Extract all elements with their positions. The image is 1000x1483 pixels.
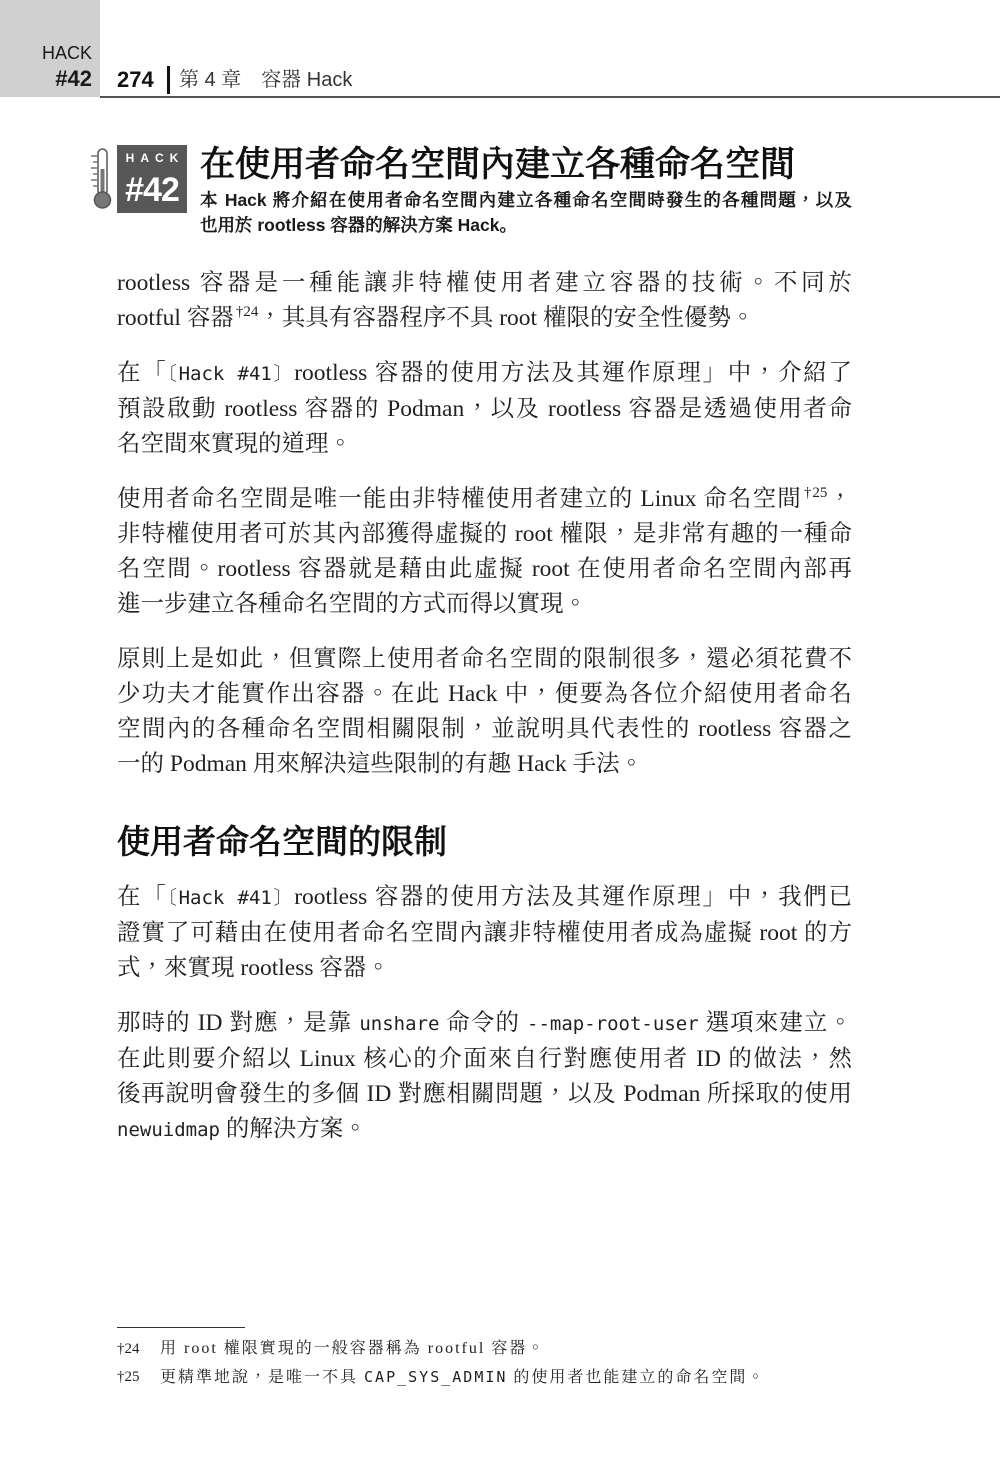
text-run: 少功夫才能實作出容器。在此 Hack 中，便要為各位介紹使用者命名 <box>117 680 852 707</box>
text-run: 預設啟動 rootless 容器的 Podman，以及 rootless 容器是透過使用者命 <box>117 395 852 422</box>
paragraph-line <box>117 916 852 951</box>
text-run: 在「 <box>117 359 168 386</box>
paragraph <box>117 880 852 986</box>
paragraph-line <box>117 482 852 517</box>
footnote-mark: †25 <box>117 1369 140 1385</box>
text-run: 名空間來實現的道理。 <box>117 430 352 457</box>
header-separator <box>167 66 170 94</box>
text-run: 證實了可藉由在使用者命名空間內讓非特權使用者成為虛擬 root 的方 <box>117 919 852 946</box>
text-run: 原則上是如此，但實際上使用者命名空間的限制很多，還必須花費不 <box>117 645 852 672</box>
paragraph <box>117 482 852 622</box>
paragraph-line <box>117 1077 852 1112</box>
text-run: 名空間。rootless 容器就是藉由此虛擬 root 在使用者命名空間內部再 <box>117 555 852 582</box>
text-run: ，其具有容器程序不具 root 權限的安全性優勢。 <box>258 304 755 331</box>
thumb-tab-label: HACK <box>41 43 92 63</box>
paragraph <box>117 356 852 462</box>
text-run: 用 root 權限實現的一般容器稱為 rootful 容器。 <box>160 1340 546 1357</box>
inline-code: --map-root-user <box>527 1012 699 1035</box>
chapter-title: 第 4 章 容器 Hack <box>179 69 353 91</box>
paragraph <box>117 1006 852 1148</box>
header-rule <box>100 96 1000 98</box>
inline-code: CAP_SYS_ADMIN <box>364 1368 508 1386</box>
text-run: 式，來實現 rootless 容器。 <box>117 954 390 981</box>
text-run: 非特權使用者可於其內部獲得虛擬的 root 權限，是非常有趣的一種命 <box>117 520 852 547</box>
hack-summary <box>200 188 852 238</box>
text-run: 選項來建立。 <box>698 1009 853 1036</box>
paragraph-line <box>117 951 852 986</box>
thumb-tab-number: #42 <box>55 66 92 91</box>
paragraph-line <box>117 392 852 427</box>
text-run: 的解決方案。 <box>219 1115 367 1142</box>
inline-code: unshare <box>359 1012 440 1035</box>
paragraph-line <box>117 880 852 916</box>
text-run: 命令的 <box>439 1009 528 1036</box>
text-run: 使用者命名空間是唯一能由非特權使用者建立的 Linux 命名空間 <box>117 485 802 512</box>
paragraph-line <box>117 266 852 301</box>
paragraph-line <box>117 642 852 677</box>
text-run: 在此則要介紹以 Linux 核心的介面來自行對應使用者 ID 的做法，然 <box>117 1045 852 1072</box>
footnote-ref: †25 <box>803 484 828 501</box>
paragraph-line <box>117 712 852 747</box>
footnote-rule <box>117 1327 245 1328</box>
paragraph-line <box>117 356 852 392</box>
text-run: rootless 容器是一種能讓非特權使用者建立容器的技術。不同於 <box>117 269 852 296</box>
footnote <box>117 1335 852 1363</box>
paragraph <box>117 642 852 782</box>
text-run: 一的 Podman 用來解決這些限制的有趣 Hack 手法。 <box>117 750 644 777</box>
text-run: rootful 容器 <box>117 304 234 331</box>
footnote-text <box>160 1363 765 1392</box>
paragraph-line <box>117 1006 852 1042</box>
text-run: 後再說明會發生的多個 ID 對應相關問題，以及 Podman 所採取的使用 <box>117 1080 852 1107</box>
paragraph-line <box>117 587 852 622</box>
text-run: rootless 容器的使用方法及其運作原理」中，介紹了 <box>294 359 852 386</box>
section-heading: 使用者命名空間的限制 <box>117 822 447 860</box>
text-run: ， <box>827 485 852 512</box>
footnote-text <box>160 1335 545 1363</box>
text-run: 進一步建立各種命名空間的方式而得以實現。 <box>117 590 587 617</box>
paragraph-line <box>117 1112 852 1148</box>
text-run: 的使用者也能建立的命名空間。 <box>507 1369 766 1386</box>
hack-badge <box>117 145 187 213</box>
paragraph-line <box>117 1042 852 1077</box>
text-run: 那時的 ID 對應，是靠 <box>117 1009 360 1036</box>
paragraph-line <box>117 747 852 782</box>
footnote-mark: †24 <box>117 1341 140 1357</box>
paragraph-line <box>117 677 852 712</box>
text-run: 更精準地說，是唯一不具 <box>160 1369 365 1386</box>
thumb-tab <box>0 0 100 97</box>
inline-code: 〔Hack #41〕 <box>167 362 295 385</box>
paragraph-line <box>117 427 852 462</box>
inline-code: 〔Hack #41〕 <box>167 886 295 909</box>
footnote <box>117 1363 852 1392</box>
paragraph-line <box>117 517 852 552</box>
section-paragraphs <box>117 880 852 1148</box>
text-run: 在「 <box>117 883 168 910</box>
hack-summary-line: 也用於 rootless 容器的解決方案 Hack。 <box>200 214 517 235</box>
hack-badge-label: HACK <box>125 151 185 165</box>
hack-summary-line: 本 Hack 將介紹在使用者命名空間內建立各種命名空間時發生的各種問題，以及 <box>200 189 852 210</box>
inline-code: newuidmap <box>117 1118 220 1141</box>
footnotes <box>117 1335 852 1392</box>
hack-badge-number: #42 <box>125 171 179 209</box>
paragraph-line <box>117 301 852 336</box>
text-run: rootless 容器的使用方法及其運作原理」中，我們已 <box>294 883 852 910</box>
page-number: 274 <box>117 67 154 92</box>
thermometer-icon <box>88 147 114 211</box>
hack-title: 在使用者命名空間內建立各種命名空間 <box>200 145 796 184</box>
paragraph <box>117 266 852 336</box>
footnote-ref: †24 <box>235 303 259 320</box>
paragraph-line <box>117 552 852 587</box>
intro-paragraphs <box>117 266 852 782</box>
body-text <box>117 266 852 1148</box>
text-run: 空間內的各種命名空間相關限制，並說明具代表性的 rootless 容器之 <box>117 715 852 742</box>
